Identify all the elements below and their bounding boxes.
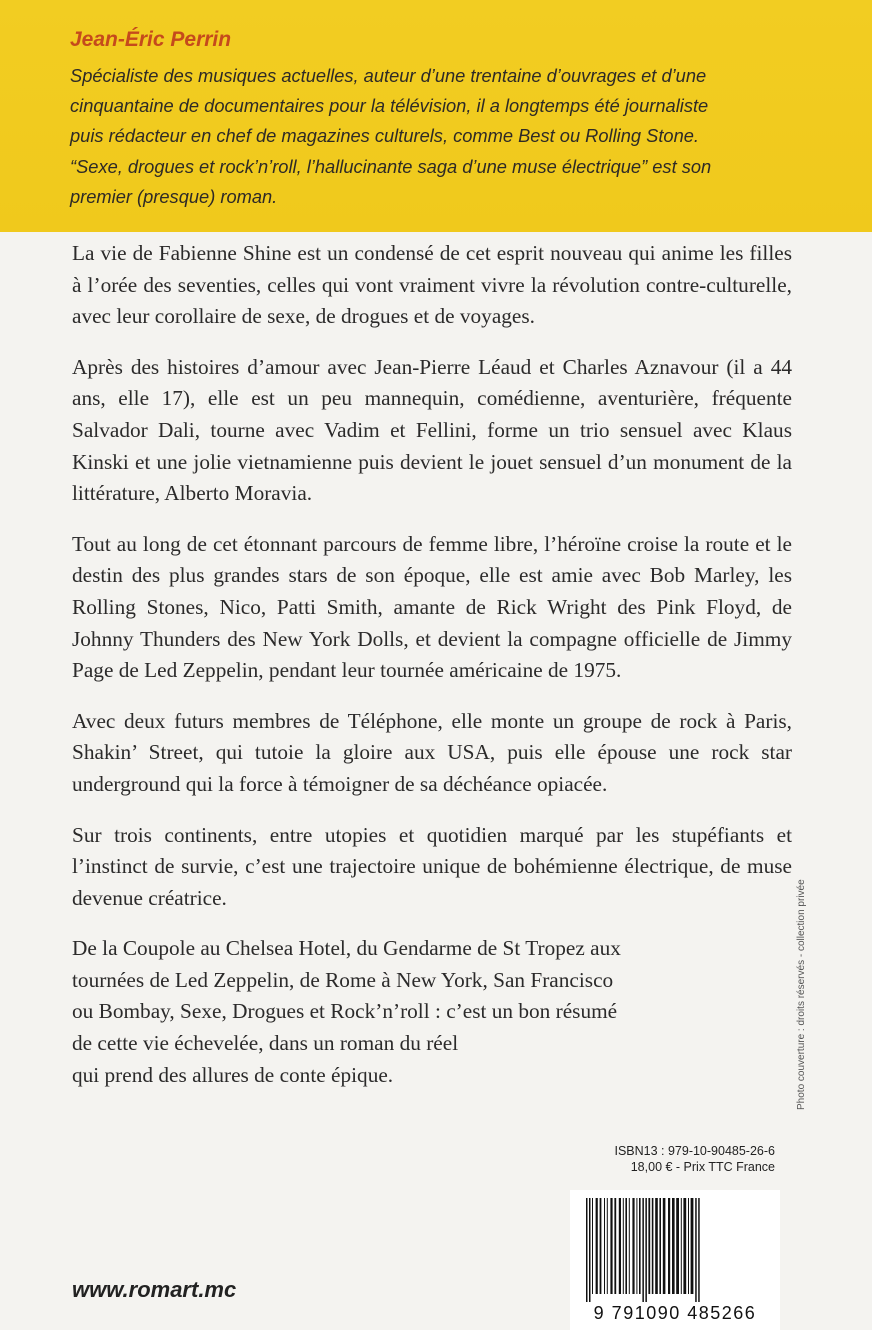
barcode-bar bbox=[619, 1198, 621, 1294]
barcode-bar bbox=[636, 1198, 637, 1294]
barcode-bar bbox=[614, 1198, 616, 1294]
barcode-bar bbox=[623, 1198, 624, 1294]
barcode-bar bbox=[600, 1198, 602, 1294]
barcode-bar bbox=[610, 1198, 612, 1294]
blurb-paragraph: Tout au long de cet étonnant parcours de femme libre, l’héroïne croise la route et le destin des plus grandes stars de son époque, elle est amie avec Bob Marley, les Rolling Stones, Nico, Patti Smith, amante de Rick Wright des Pink Floyd, de Johnny Thunders des New York Dolls, et devient la compagne officielle de Jimmy Page de Led Zeppelin, pendant leur tournée américaine de 1975. bbox=[72, 531, 792, 683]
author-bio-line: puis rédacteur en chef de magazines culturels, comme Best ou Rolling Stone. bbox=[70, 125, 700, 147]
barcode-bar bbox=[668, 1198, 670, 1294]
barcode-bar bbox=[695, 1198, 697, 1302]
blurb-line: tournées de Led Zeppelin, de Rome à New York, San Francisco bbox=[72, 967, 614, 992]
barcode-bar bbox=[632, 1198, 634, 1294]
isbn-price-block bbox=[575, 1143, 775, 1175]
barcode-bar bbox=[663, 1198, 666, 1294]
barcode-bar bbox=[691, 1198, 694, 1294]
barcode-bar bbox=[625, 1198, 627, 1294]
barcode-bar bbox=[642, 1198, 644, 1302]
barcode-bar bbox=[596, 1198, 598, 1294]
blurb-line: De la Coupole au Chelsea Hotel, du Gendarme de St Tropez aux bbox=[72, 936, 621, 961]
author-name: Jean-Éric Perrin bbox=[70, 28, 232, 51]
isbn-text: ISBN13 : 979-10-90485-26-6 bbox=[614, 1144, 775, 1158]
barcode-bar bbox=[681, 1198, 682, 1294]
barcode-bar bbox=[629, 1198, 630, 1294]
barcode-bar bbox=[659, 1198, 661, 1294]
back-cover-blurb bbox=[72, 238, 792, 1110]
barcode-bar bbox=[655, 1198, 658, 1294]
barcode-bar bbox=[645, 1198, 647, 1302]
barcode-bar bbox=[586, 1198, 588, 1302]
author-bio bbox=[70, 61, 800, 212]
barcode-bar bbox=[592, 1198, 593, 1294]
website-url: www.romart.mc bbox=[72, 1277, 237, 1302]
author-bio-line: “Sexe, drogues et rock’n’roll, l’hallucinante saga d’une muse électrique” est son bbox=[70, 155, 712, 177]
barcode-bar bbox=[688, 1198, 689, 1294]
barcode-bar bbox=[672, 1198, 675, 1294]
barcode-digits: 9 791090 485266 bbox=[593, 1303, 757, 1323]
blurb-paragraph: La vie de Fabienne Shine est un condensé de cet esprit nouveau qui anime les filles à l’orée des seventies, celles qui vont vraiment vivre la révolution contre-culturelle, avec leur corollaire de sexe, de drogues et de voyages. bbox=[72, 241, 792, 329]
barcode-bar bbox=[683, 1198, 686, 1294]
price-text: 18,00 € - Prix TTC France bbox=[630, 1160, 775, 1174]
blurb-paragraph-final bbox=[72, 933, 792, 1091]
blurb-line: ou Bombay, Sexe, Drogues et Rock’n’roll : c’est un bon résumé bbox=[72, 999, 618, 1024]
barcode-bars bbox=[582, 1198, 768, 1302]
author-bio-line: Spécialiste des musiques actuelles, auteur d’une trentaine d’ouvrages et d’une bbox=[70, 65, 707, 86]
blurb-paragraph: Avec deux futurs membres de Téléphone, elle monte un groupe de rock à Paris, Shakin’ Street, qui tutoie la gloire aux USA, puis elle épouse une rock star underground qui la force à témoigner de sa déchéance opiacée. bbox=[72, 708, 792, 796]
blurb-line: de cette vie échevelée, dans un roman du réel bbox=[72, 1031, 459, 1056]
blurb-line: qui prend des allures de conte épique. bbox=[72, 1062, 394, 1087]
author-bio-line: premier (presque) roman. bbox=[70, 185, 278, 207]
barcode-bar bbox=[589, 1198, 591, 1302]
barcode-bar bbox=[698, 1198, 700, 1302]
barcode-bar bbox=[676, 1198, 679, 1294]
author-bio-line: cinquantaine de documentaires pour la télévision, il a longtemps été journaliste bbox=[70, 95, 709, 117]
barcode-bar bbox=[607, 1198, 608, 1294]
barcode-bar bbox=[652, 1198, 654, 1294]
blurb-paragraph: Sur trois continents, entre utopies et quotidien marqué par les stupéfiants et l’instinct de survie, c’est une trajectoire unique de bohémienne électrique, de muse devenue créatrice. bbox=[72, 822, 792, 910]
barcode-bar bbox=[639, 1198, 641, 1294]
barcode bbox=[570, 1190, 780, 1330]
barcode-bar bbox=[648, 1198, 650, 1294]
barcode-bar bbox=[604, 1198, 605, 1294]
blurb-paragraph: Après des histoires d’amour avec Jean-Pierre Léaud et Charles Aznavour (il a 44 ans, elle 17), elle est un peu mannequin, comédienne, aventurière, fréquente Salvador Dali, tourne avec Vadim et Fellini, forme un trio sensuel avec Klaus Kinski et une jolie vietnamienne puis devient le jouet sensuel d’un monument de la littérature, Alberto Moravia. bbox=[72, 354, 792, 506]
photo-credit: Photo couverture : droits réservés - collection privée bbox=[796, 879, 807, 1110]
